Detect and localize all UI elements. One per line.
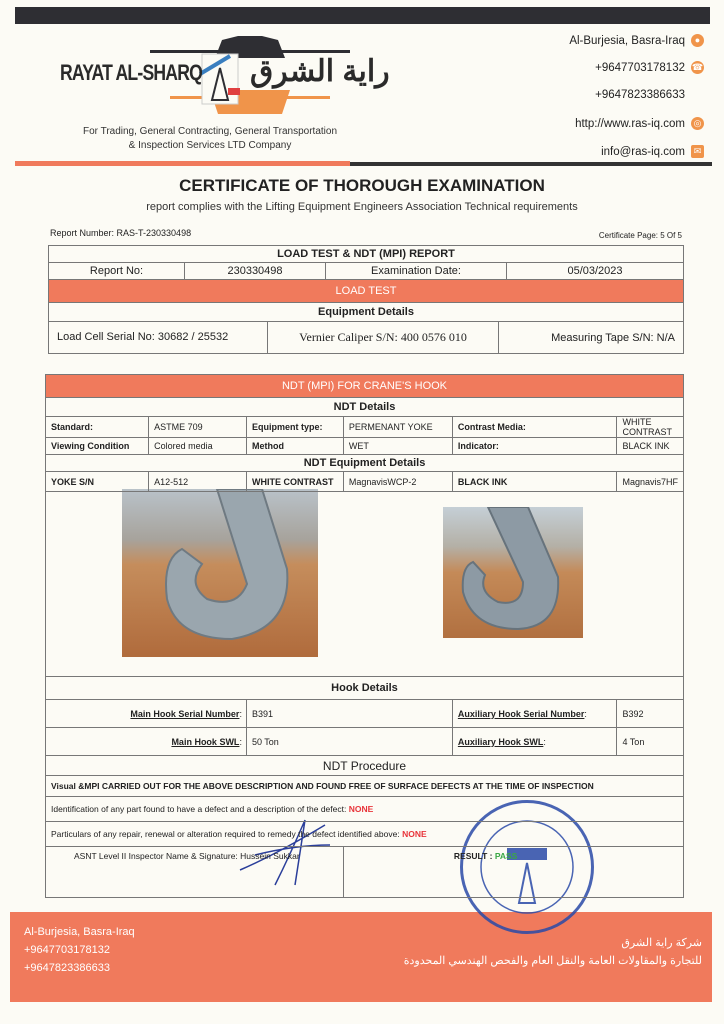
location-pin-icon: ●	[691, 34, 704, 47]
black-ink-label: BLACK INK	[452, 472, 617, 492]
contact-address	[569, 34, 704, 47]
brand-name-en: RAYAT AL-SHARQ	[60, 60, 203, 85]
mail-icon: ✉	[691, 145, 704, 158]
aux-swl-value: 4 Ton	[617, 728, 684, 756]
indicator-label: Indicator:	[452, 438, 617, 455]
repair-particulars-value: NONE	[402, 829, 427, 839]
certificate-title: CERTIFICATE OF THOROUGH EXAMINATION	[179, 176, 545, 195]
report-no-value: 230330498	[185, 263, 326, 280]
brand-name-ar: راية الشرق	[250, 55, 390, 88]
divider-orange	[15, 161, 350, 166]
defect-identification	[46, 797, 684, 822]
visual-statement: Visual &MPI CARRIED OUT FOR THE ABOVE DESCRIPTION AND FOUND FREE OF SURFACE DEFECTS AT THE TIME OF INSPECTION	[46, 776, 684, 797]
footer-arabic-name: شركة راية الشرق	[621, 937, 702, 949]
inspector-signature: ASNT Level II Inspector Name & Signature: Hussein Sukkar	[46, 847, 344, 898]
load-test-title: LOAD TEST & NDT (MPI) REPORT	[49, 246, 684, 263]
white-contrast-label: WHITE CONTRAST	[246, 472, 343, 492]
standard-value: ASTME 709	[149, 417, 247, 438]
main-swl-label: Main Hook SWL	[171, 736, 240, 747]
ndt-section-title: NDT (MPI) FOR CRANE'S HOOK	[46, 375, 684, 398]
contrast-media-label: Contrast Media:	[452, 417, 617, 438]
yoke-sn-value: A12-512	[149, 472, 247, 492]
footer-arabic	[404, 934, 702, 970]
email-link[interactable]: info@ras-iq.com	[601, 145, 685, 158]
website-link[interactable]: http://www.ras-iq.com	[575, 117, 685, 130]
footer-phone-1: +9647703178132	[24, 944, 110, 956]
header-bar	[15, 7, 710, 24]
standard-label: Standard:	[46, 417, 149, 438]
load-cell-serial: Load Cell Serial No: 30682 / 25532	[49, 322, 268, 353]
phone-icon: ☎	[691, 62, 704, 72]
defect-identification-value: NONE	[348, 804, 374, 814]
black-ink-value: Magnavis7HF	[617, 472, 684, 492]
report-number: Report Number: RAS-T-230330498	[50, 228, 192, 238]
result-value: PASS	[494, 851, 518, 861]
defect-identification-text: Identification of any part found to have a defect and a description of the defect:	[51, 804, 349, 814]
ndt-details-title: NDT Details	[46, 398, 684, 417]
equipment-details-title: Equipment Details	[49, 303, 684, 322]
globe-icon: ◎	[691, 117, 704, 130]
contact-website[interactable]	[575, 117, 704, 130]
aux-serial-label: Auxiliary Hook Serial Number	[457, 708, 585, 719]
indicator-value: BLACK INK	[617, 438, 684, 455]
ndt-table	[45, 374, 684, 898]
tagline-line-2: & Inspection Services LTD Company	[128, 140, 292, 151]
contact-email[interactable]	[601, 145, 704, 158]
repair-particulars-text: Particulars of any repair, renewal or alteration required to remedy the defect identified above:	[51, 829, 403, 839]
method-value: WET	[343, 438, 452, 455]
footer-arabic-tagline: للتجارة والمقاولات العامة والنقل العام والفحص الهندسي المحدودة	[403, 955, 702, 967]
main-serial-label: Main Hook Serial Number	[130, 708, 240, 719]
aux-serial-label-cell: Auxiliary Hook Serial Number:	[452, 700, 617, 728]
main-serial-value: B391	[246, 700, 452, 728]
method-label: Method	[246, 438, 343, 455]
hook-photos-cell	[46, 492, 684, 677]
footer-band	[10, 912, 712, 1002]
load-test-section: LOAD TEST	[49, 280, 684, 303]
hook-details-title: Hook Details	[46, 677, 684, 700]
contact-text: +9647823386633	[595, 89, 685, 101]
footer-phone-2: +9647823386633	[24, 962, 110, 974]
equipment-type-label: Equipment type:	[246, 417, 343, 438]
footer-address: Al-Burjesia, Basra-Iraq	[24, 926, 135, 938]
aux-swl-label: Auxiliary Hook SWL	[457, 736, 544, 747]
certificate-subtitle: report complies with the Lifting Equipment Engineers Association Technical requirements	[146, 201, 578, 213]
result-label: RESULT :	[453, 851, 495, 861]
yoke-sn-label: YOKE S/N	[46, 472, 149, 492]
vernier-caliper-serial: Vernier Caliper S/N: 400 0576 010	[268, 322, 499, 353]
ndt-equipment-title: NDT Equipment Details	[46, 455, 684, 472]
divider-dark	[350, 162, 712, 166]
contact-phone-2	[595, 89, 685, 101]
report-no-label: Report No:	[49, 263, 185, 280]
measuring-tape-serial: Measuring Tape S/N: N/A	[551, 331, 675, 344]
contact-text: +9647703178132	[595, 61, 685, 74]
viewing-condition-value: Colored media	[149, 438, 247, 455]
aux-swl-label-cell: Auxiliary Hook SWL:	[452, 728, 617, 756]
equipment-type-value: PERMENANT YOKE	[343, 417, 452, 438]
exam-date-label: Examination Date:	[326, 263, 507, 280]
exam-date-value: 05/03/2023	[507, 263, 684, 280]
contact-phone-1	[595, 61, 704, 74]
main-swl-label-cell: Main Hook SWL:	[46, 728, 247, 756]
contact-text: Al-Burjesia, Basra-Iraq	[569, 34, 685, 47]
footer-contact	[24, 923, 135, 977]
main-serial-label-cell: Main Hook Serial Number:	[46, 700, 247, 728]
company-tagline	[40, 125, 380, 153]
load-test-table	[48, 245, 684, 354]
result-cell	[343, 847, 683, 898]
certificate-page: Certificate Page: 5 Of 5	[598, 231, 682, 240]
viewing-condition-label: Viewing Condition	[46, 438, 149, 455]
repair-particulars	[46, 822, 684, 847]
aux-serial-value: B392	[617, 700, 684, 728]
main-swl-value: 50 Ton	[246, 728, 452, 756]
contrast-media-value: WHITE CONTRAST	[617, 417, 684, 438]
tagline-line-1: For Trading, General Contracting, General Transportation	[82, 126, 338, 137]
ndt-procedure-title: NDT Procedure	[46, 756, 684, 776]
white-contrast-value: MagnavisWCP-2	[343, 472, 452, 492]
